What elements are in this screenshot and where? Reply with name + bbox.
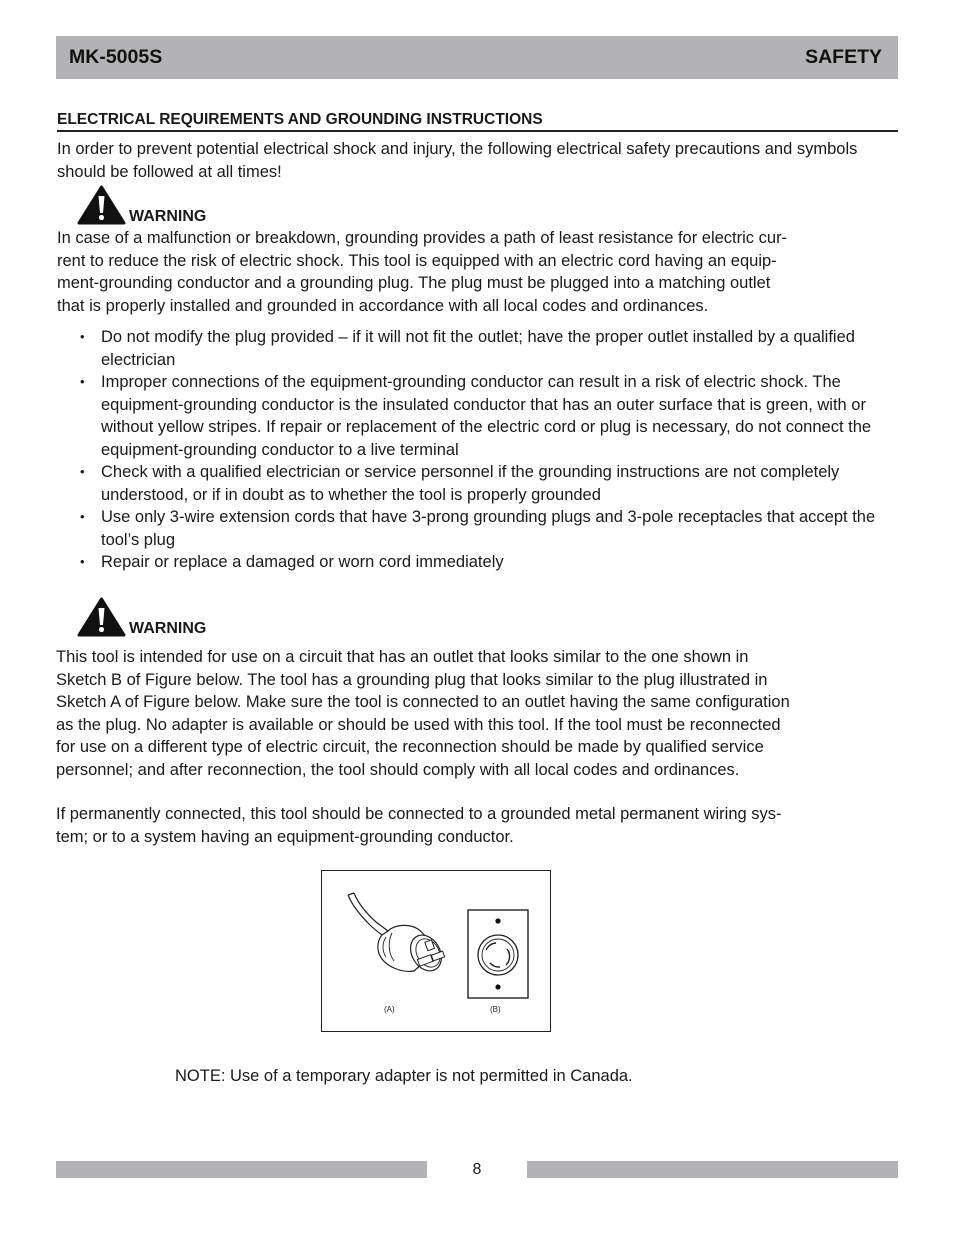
warning-2-text: This tool is intended for use on a circuit that has an outlet that looks similar to the one shown in Sketch B of Figure below. The tool has a grounding plug that looks similar to the plug illustrated in Sketch A of Figure below. Make sure the tool is connected to an outlet having the same configuration as the plug. No adapter is available or should be used with this tool. If the tool must be reconnected for use on a different type of electric circuit, the reconnection should be made by qualified service personnel; and after reconnection, the tool should comply with all local codes and ordinances. (56, 648, 790, 779)
bullet-icon: • (80, 509, 85, 524)
section-title: SAFETY (805, 46, 882, 68)
canada-note: NOTE: Use of a temporary adapter is not permitted in Canada. (175, 1067, 633, 1085)
footer-bar-left (56, 1161, 427, 1178)
footer-bar-right (527, 1161, 898, 1178)
list-item (78, 371, 893, 461)
list-item-text: Do not modify the plug provided – if it will not fit the outlet; have the proper outlet installed by a qualified electrician (101, 328, 855, 369)
warning-1-text: In case of a malfunction or breakdown, grounding provides a path of least resistance for electric cur- rent to reduce the risk of electric shock. This tool is equipped with an electric cord having an equip- ment-grounding conductor and a grounding plug. The plug must be plugged into a matching outlet that is properly installed and grounded in accordance with all local codes and ordinances. (57, 229, 788, 315)
warning-triangle-icon (77, 597, 126, 637)
warning-block-2 (77, 597, 206, 637)
page-header (56, 36, 898, 79)
page-number: 8 (472, 1161, 482, 1178)
sketch-a-label: (A) (384, 1005, 395, 1014)
warning-label: WARNING (129, 208, 207, 225)
list-item (78, 461, 893, 506)
plug-outlet-figure (321, 870, 551, 1032)
warning-triangle-icon (77, 185, 126, 225)
list-item-text: Check with a qualified electrician or service personnel if the grounding instructions are not completely understood, or if in doubt as to whether the tool is properly grounded (101, 463, 840, 504)
section-heading: ELECTRICAL REQUIREMENTS AND GROUNDING INSTRUCTIONS (57, 110, 898, 132)
warning-block-1 (77, 185, 206, 225)
model-number: MK-5005S (69, 46, 163, 68)
list-item-text: Use only 3-wire extension cords that have 3-prong grounding plugs and 3-pole receptacles that accept the tool’s plug (101, 508, 876, 549)
list-item (78, 506, 893, 551)
sketch-b-label: (B) (490, 1005, 501, 1014)
permanent-connection-paragraph: If permanently connected, this tool should be connected to a grounded metal permanent wiring sys- tem; or to a system having an equipment-grounding conductor. (56, 805, 782, 846)
warning-label: WARNING (129, 620, 207, 637)
bullet-icon: • (80, 329, 85, 344)
intro-paragraph: In order to prevent potential electrical shock and injury, the following electrical safety precautions and symbols should be followed at all times! (57, 140, 858, 181)
list-item (78, 551, 893, 574)
list-item-text: Repair or replace a damaged or worn cord immediately (101, 553, 504, 571)
safety-bullet-list (78, 326, 893, 574)
list-item (78, 326, 893, 371)
list-item-text: Improper connections of the equipment-grounding conductor can result in a risk of electric shock. The equipment-grounding conductor is the insulated conductor that has an outer surface that is green, with or without yellow stripes. If repair or replacement of the electric cord or plug is necessary, do not connect the equipment-grounding conductor to a live terminal (101, 373, 872, 459)
bullet-icon: • (80, 554, 85, 569)
bullet-icon: • (80, 374, 85, 389)
bullet-icon: • (80, 464, 85, 479)
plug-and-outlet-illustration (322, 871, 550, 1031)
